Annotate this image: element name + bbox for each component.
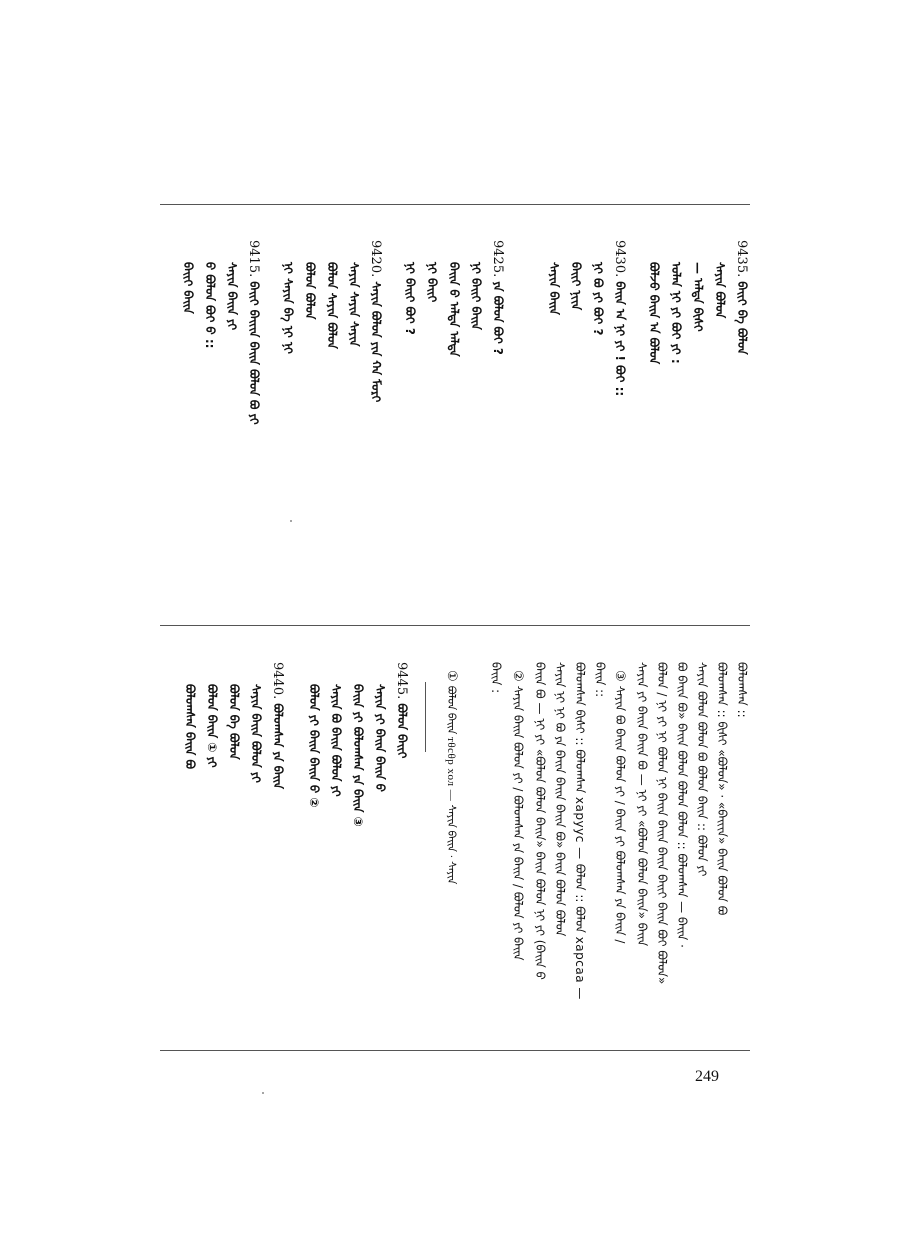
scan-speck <box>290 520 292 522</box>
verse-number: 9420. ᠰᠠᠶᠢᠨ ᠪᠣᠯᠤᠨ ᠶᠢᠨ ᠬᠠ ᠮᠣᠷᠢ <box>368 240 383 403</box>
note-marker-3: ③ ᠰᠠᠶᠢᠨ ᠪᠣ ᠪᠠᠢᠨ ᠪᠣᠯᠤᠨ ᠶᠢ / ᠪᠠᠢᠨ ᠶᠢ ᠪᠣᠯᠣᠭᠰᠠᠨ ᠶᠠ ᠪᠠᠢᠨ / <box>612 670 627 944</box>
verse-line: ᠰᠠᠶᠢᠨ ᠶᠢ ᠪᠠᠢᠨ ᠪᠠᠢᠨ ᠪ <box>373 684 387 792</box>
middle-rule <box>160 625 750 626</box>
bottom-rule <box>160 1050 750 1051</box>
note-line: ᠪᠣᠯᠣᠭᠰᠠᠨ :: ᠪᠢᠰᠢ «ᠪᠣᠯᠤᠨ» · «ᠪᠠᠢᠢᠨ» ᠪᠠᠢᠨ ᠪᠣᠯᠣᠨ ᠪᠣ <box>715 662 729 916</box>
note-line: ᠪᠣ ᠪᠠᠢᠨ ᠪᠣ» ᠪᠠᠢᠨ ᠪᠣᠯᠣᠨ ᠪᠣᠯᠤᠨ ᠪᠣᠯᠤᠨ :: ᠪᠣᠯᠣᠭᠰᠠᠨ — ᠪᠠᠢᠨ · <box>675 662 689 948</box>
verse-line: ᠪᠣᠯᠤᠨ ᠶᠢ ᠪᠠᠢᠨ ᠪᠠᠢᠨ ᠪ ② <box>307 684 321 808</box>
verse-line: ᠰᠠᠶᠢᠨ ᠪᠠᠢᠨ <box>547 262 561 315</box>
verse-line: ᠪᠠᠢᠨ ᠪ ᠠᠯᠳᠠ ᠠᠯᠳᠠ <box>447 262 461 357</box>
verse-line: ᠨᠢ ᠪᠣ ᠶᠢ ᠪᠤᠢ ? <box>591 262 605 336</box>
verse-line: ᠰᠠᠶᠢᠨ ᠪᠣ ᠪᠠᠢᠨ ᠪᠣᠯᠤᠨ ᠶᠢ <box>329 684 343 797</box>
note-line: ᠰᠠᠶᠢᠨ ᠨᠢ ᠨᠢ ᠪᠣ ᠶᠠ ᠪᠠᠢᠨ ᠪᠠᠢᠨ ᠪᠠᠢᠨ ᠪᠣ» ᠪᠠᠢᠨ ᠪᠣᠯᠣᠨ ᠪᠣᠯᠤᠨ <box>553 662 567 937</box>
verse-line: ᠪᠠᠢᠨ ᠶᠢ ᠪᠣᠯᠣᠭᠰᠠᠨ ᠶᠠ ᠪᠠᠢᠨ ③ <box>351 684 365 827</box>
verse-number: 9435. ᠪᠠᠢᠢ ᠪᠠ ᠪᠣᠯᠣᠨ <box>734 240 749 355</box>
note-line: ᠰᠠᠶᠢᠨ ᠶᠢ ᠪᠠᠢᠨ ᠪᠠᠢᠨ ᠪᠣ — ᠨᠢ ᠶᠢ «ᠪᠣᠯᠤᠨ ᠪᠣᠯᠤᠨ ᠪᠠᠢᠨ» ᠪᠠᠢᠨ <box>635 662 649 947</box>
verse-line: ᠪᠣᠯᠤᠨ ᠪᠠᠢᠨ ① ᠶᠢ <box>205 684 219 768</box>
note-line: ᠪᠠᠢᠨ :: <box>593 662 607 698</box>
verse-number: 9430. ᠪᠠᠢᠨ ᠠ ᠨᠢ ᠶᠢ ! ᠪᠣᠢ :: <box>612 240 627 397</box>
page-number: 249 <box>695 1068 719 1085</box>
note-line: ᠪᠣᠯᠣᠭᠰᠠᠨ ᠪᠢᠰᠢ :: ᠪᠣᠯᠣᠭᠰᠠᠨ xapyyc — ᠪᠣᠯᠤᠨ :: ᠪᠣᠯᠤᠨ xapcaa — <box>573 662 587 1000</box>
footnote-1: ① ᠪᠣᠯᠤᠨ ᠪᠠᠢᠨ тθcθp xoл — ᠰᠠᠶᠢᠨ ᠪᠠᠢᠨ · ᠰᠠᠶᠢᠨ <box>444 670 459 885</box>
verse-line: ᠪ ᠪᠣᠯᠤᠨ ᠪᠤᠢ ᠪ :: <box>203 262 217 349</box>
verse-line: ᠨᠢ ᠪᠠᠢᠢ ᠪᠠᠢᠨ <box>469 262 483 330</box>
verse-line: ᠪᠣᠯᠤᠨ ᠰᠠᠶᠢᠨ ᠪᠣᠯᠣᠨ <box>325 262 339 349</box>
verse-line: ᠨᠢ ᠪᠠᠢᠢ <box>425 262 439 303</box>
verse-line: ᠪᠣᠯᠵᠤ ᠪᠠᠢᠨ ᠠ ᠪᠣᠯᠤᠨ <box>647 262 661 365</box>
footnote-separator <box>425 682 426 752</box>
verse-line: ᠪᠠᠢᠢ ᠨᠢᠢᠨ <box>569 262 583 311</box>
scan-speck <box>262 1092 264 1094</box>
verse-number: 9415. ᠪᠠᠢᠢ ᠪᠠᠢᠢᠨ ᠪᠠᠢᠨ ᠪᠣᠯᠤᠨ ᠪᠣ ᠶᠢ <box>246 240 261 425</box>
top-rule <box>160 204 750 205</box>
verse-line: ᠪᠣᠯᠤᠨ ᠪᠣᠯᠤᠨ <box>303 262 317 320</box>
note-line: ᠪᠠᠢᠨ ᠪᠣ — ᠨᠢ ᠶᠢ «ᠪᠣᠯᠤᠨ ᠪᠣᠯᠤᠨ ᠪᠠᠢᠨ» ᠪᠠᠢᠨ ᠪᠣᠯᠤᠨ ᠨᠢ ᠶᠢ (ᠪᠠᠢᠨ ᠪ <box>533 662 547 980</box>
verse-line: ᠪᠣᠯᠣᠭᠰᠠᠨ ᠪᠠᠢᠨ ᠪᠣ <box>183 684 197 770</box>
note-marker-2: ② ᠰᠠᠶᠢᠨ ᠪᠠᠢᠨ ᠪᠣᠯᠤᠨ ᠶᠢ / ᠪᠣᠯᠣᠭᠰᠠᠨ ᠶᠠ ᠪᠠᠢᠨ / ᠪᠣᠯᠤᠨ ᠶᠢ ᠪᠠᠢᠨ <box>510 670 525 961</box>
verse-line: ᠰᠠᠶᠢᠨ ᠪᠠᠢᠨ ᠪᠣᠯᠤᠨ ᠶᠢ <box>249 684 263 783</box>
verse-line: ᠪᠠᠢᠢ ᠪᠠᠢᠨ <box>181 262 195 314</box>
verse-number: 9425. ᠶᠠ ᠪᠣᠯᠤᠨ ᠪᠤᠢ ? <box>490 240 505 355</box>
verse-line: ᠣᠯᠠᠨ ᠨᠢ ᠶᠢ ᠪᠤᠢ ᠶᠢ : <box>669 262 683 364</box>
verse-number: 9440. ᠪᠣᠯᠣᠭᠰᠠᠨ ᠶᠠ ᠪᠠᠢᠨ <box>270 662 285 790</box>
verse-line: ᠰᠠᠶᠢᠨ ᠪᠠᠢᠨ ᠶᠢ <box>225 262 239 331</box>
note-line: ᠪᠣᠯᠤᠨ / ᠨᠢ ᠶᠢ ᠨᠢ ᠪᠣᠯᠤᠨ ᠨᠢ ᠪᠠᠢᠨ ᠪᠠᠢᠨ ᠪᠠᠢᠨ ᠪᠠᠢᠢ ᠪᠠᠢᠨ ᠪᠤᠢ ᠪᠣᠯᠤᠨ» <box>655 662 669 985</box>
verse-line: ᠨᠢ ᠰᠠᠶᠢᠨ ᠪᠠ ᠨᠢ ᠨᠢ <box>281 262 295 354</box>
verse-number: 9445. ᠪᠣᠯᠤᠨ ᠪᠠᠢᠢ <box>394 662 409 759</box>
verse-line: ᠰᠠᠶᠢᠨ ᠪᠣᠯᠤᠨ <box>713 262 727 319</box>
verse-line: — ᠠᠯᠳᠠ ᠪᠢᠰᠢ <box>691 262 705 332</box>
note-line: ᠪᠣᠯᠣᠭᠰᠠᠨ :: <box>735 662 749 718</box>
verse-line: ᠰᠠᠶᠢᠨ ᠰᠠᠶᠢᠨ ᠰᠠᠶᠢᠨ <box>347 262 361 347</box>
note-line: ᠪᠠᠢᠨ : <box>489 662 503 694</box>
note-line: ᠰᠠᠶᠢᠨ ᠪᠣᠯᠤᠨ ᠪᠣᠯᠤᠨ ᠪᠣ ᠪᠣᠯᠤᠨ ᠪᠠᠢᠨ :: ᠪᠣᠯᠤᠨ ᠶᠢ <box>695 662 709 877</box>
verse-line: ᠪᠣᠯᠤᠨ ᠪᠠ ᠪᠣᠯᠤᠨ <box>227 684 241 760</box>
verse-line: ᠨᠢ ᠪᠠᠢᠢ ᠪᠤᠢ ? <box>403 262 417 335</box>
